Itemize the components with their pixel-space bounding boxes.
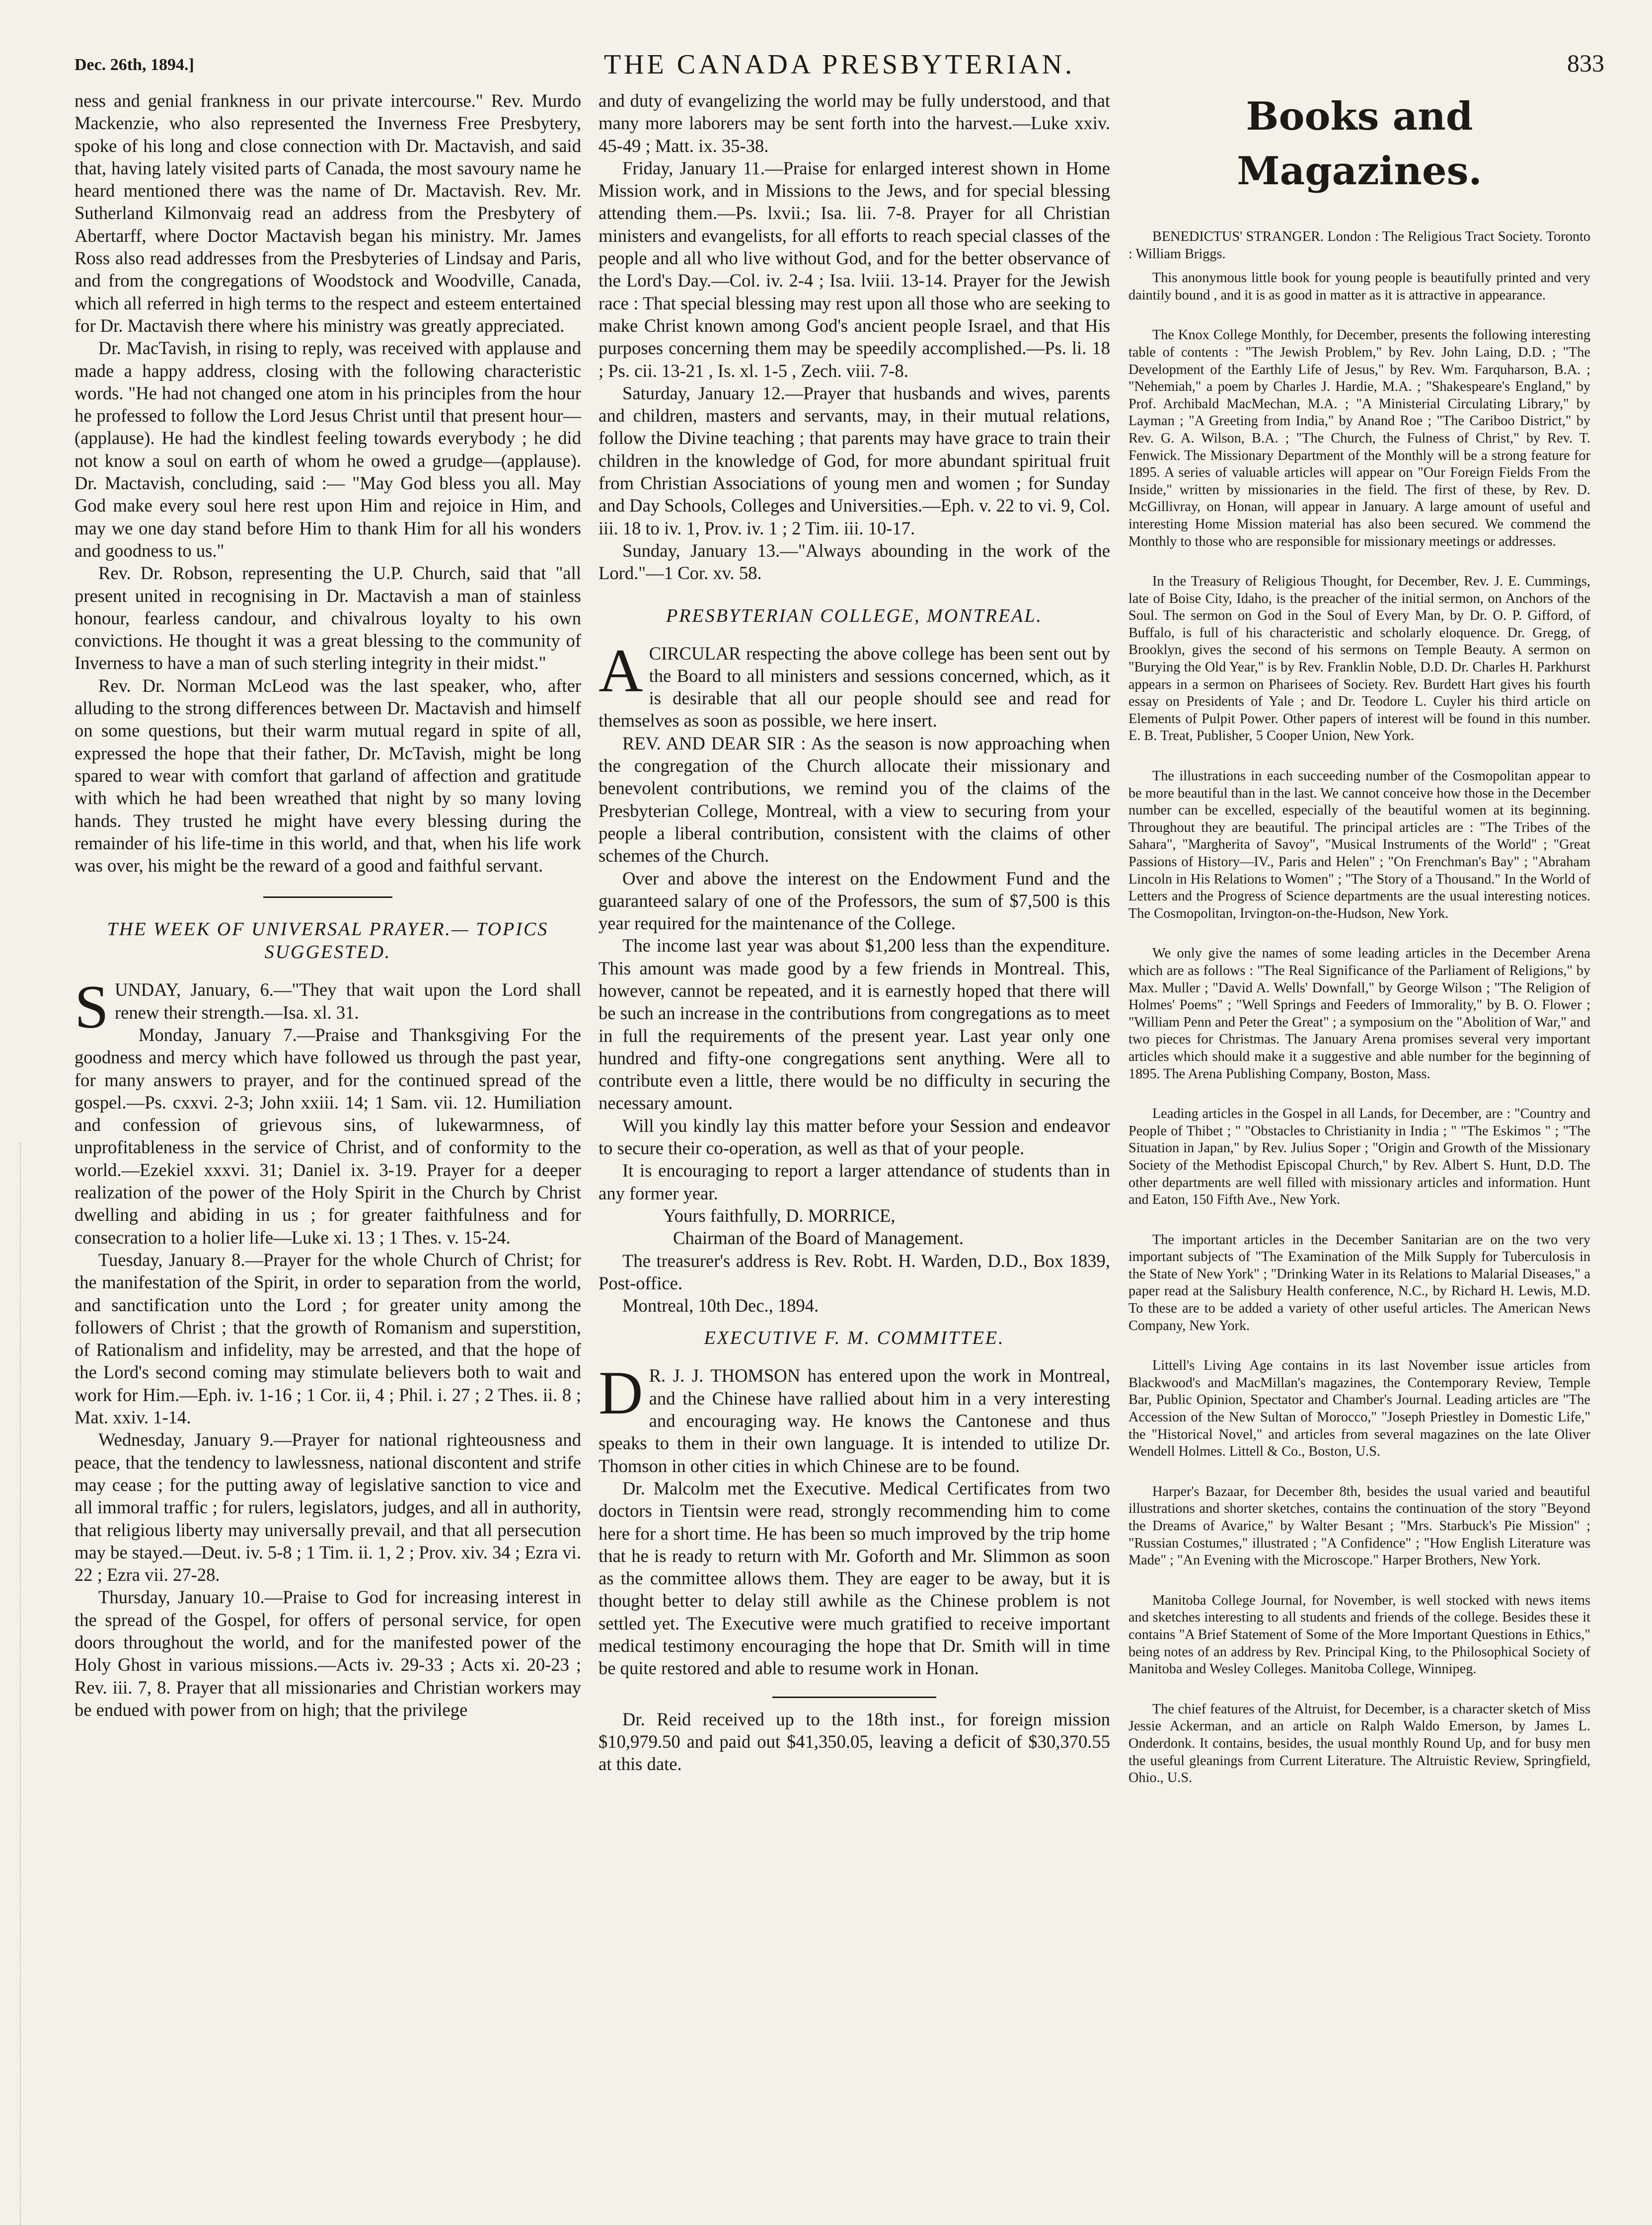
paragraph: ness and genial frankness in our private intercourse." Rev. Murdo Mackenzie, who also represented the Inverness Free Presbytery, spoke of his long and close connection with Dr. Mactavish, and said that, having lately visited parts of Canada, the most savoury name he heard mentioned there was the name of Dr. Mactavish. Rev. Mr. Sutherland Kilmonvaig read an address from the Presbytery of Abertarff, where Doctor Mactavish began his ministry. Mr. James Ross also read addresses from the Presbyteries of Lindsay and Paris, and from the congregations of Woodstock and Woodville, Canada, which all referred in high terms to the respect and esteem entertained for Dr. Mactavish there where his ministry was greatly appreciated.: [75, 90, 581, 336]
paragraph: Rev. Dr. Norman McLeod was the last speaker, who, after alluding to the strong differences between Dr. Mactavish and himself on some questions, but their warm mutual regard in spite of all, expressed the hope that their father, Dr. McTavish, might be long spared to wear with comfort that garland of affection and gratitude with which he had been wreathed that night by so many loving hands. They trusted he might have every blessing during the remainder of his life-time in this world, and that, when his life work was over, his might be the reward of a good and faithful servant.: [75, 675, 581, 876]
paragraph: Tuesday, January 8.—Prayer for the whole Church of Christ; for the manifestation of the Spirit, in order to separation from the world, and sanctification unto the Lord ; for greater unity among the followers of Christ ; that the growth of Romanism and superstition, of Rationalism and infidelity, may be arrested, and that the hope of the Lord's second coming may stimulate believers both to wait and work for Him.—Eph. iv. 1-16 ; 1 Cor. ii, 4 ; Phil. i. 27 ; 2 Thes. ii. 8 ; Mat. xxiv. 1-14.: [75, 1249, 581, 1428]
review-paragraph: We only give the names of some leading articles in the December Arena which are as follows : "The Real Significance of the Parliament of Religions," by Max. Muller ; "David A. Wells' Downfall," by George Wilson ; "The Religion of Holmes' Poems" ; "Well Springs and Feeders of Immorality," by B. O. Flower ; "William Penn and Peter the Great" ; a symposium on the "Abolition of War," and two pieces for Christmas. The January Arena promises several very important articles which should make it a suggestive and able number for the beginning of 1895. The Arena Publishing Company, Boston, Mass.: [1128, 946, 1590, 1082]
books-and-magazines-heading: Books and Magazines.: [1237, 94, 1482, 194]
paragraph: Rev. Dr. Robson, representing the U.P. Church, said that "all present united in recognising in Dr. Mactavish a man of stainless honour, fearless candour, and chivalrous loyalty to his own convictions. He thought it was a great blessing to the community of Inverness to have a man of such sterling integrity in their midst.": [75, 563, 581, 673]
paragraph: REV. AND DEAR SIR : As the season is now approaching when the congregation of the Church allocate their missionary and benevolent contributions, we remind you of the claims of the Presbyterian College, Montreal, with a view to securing from your people a liberal contribution, consistent with the claims of other schemes of the Church.: [599, 733, 1110, 866]
column-2: [599, 89, 1110, 1775]
page-header: [75, 49, 1604, 78]
paragraph: Sunday, January 13.—"Always abounding in the work of the Lord."—1 Cor. xv. 58.: [599, 540, 1110, 584]
paragraph: Dr. Malcolm met the Executive. Medical Certificates from two doctors in Tientsin were read, strongly recommending him to come here for a short time. He has been so much improved by the trip home that he is ready to return with Mr. Goforth and Mr. Slimmon as soon as the committee allows them. They are eager to be away, but it is thought better to delay still awhile as the Chinese problem is not settled yet. The Executive were much gratified to receive important medical testimony encouraging the hope that Dr. Smith will in time be quite restored and able to resume work in Honan.: [599, 1478, 1110, 1679]
signature-title: Chairman of the Board of Management.: [673, 1228, 964, 1249]
paragraph: Dr. MacTavish, in rising to reply, was received with applause and made a happy address, closing with the following characteristic words. "He had not changed one atom in his principles from the hour he professed to follow the Lord Jesus Christ until that present hour—(applause). He had the kindlest feeling towards everybody ; he did not know a soul on earth of whom he owed a grudge—(applause). Dr. Mactavish, concluding, said :— "May God bless you all. May God make every soul here rest upon Him and rejoice in Him, and may we one day stand before Him to thank Him for all his wonders and goodness to us.": [75, 338, 581, 561]
paragraph-sunday: [75, 973, 581, 1041]
paragraph: Wednesday, January 9.—Prayer for national righteousness and peace, that the tendency to lawlessness, national discontent and strife may cease ; for the putting away of legislative sanction to vice and all immoral traffic ; for rulers, legislators, judges, and all in authority, that religious liberty may universally prevail, and that all persecution may be stayed.—Deut. iv. 5-8 ; 1 Tim. ii. 1, 2 ; Prov. xiv. 34 ; Ezra vi. 22 ; Ezra vii. 27-28.: [75, 1429, 581, 1585]
review-paragraph: Littell's Living Age contains in its last November issue articles from Blackwood's and MacMillan's magazines, the Contemporary Review, Temple Bar, Public Opinion, Spectator and Chamber's Journal. Leading articles are "The Accession of the New Sultan of Morocco," "Joseph Priestley in Domestic Life," the "Historical Novel," and articles from several magazines on the late Oliver Wendell Holmes. Littell & Co., Boston, U.S.: [1128, 1358, 1590, 1460]
review-paragraph: The chief features of the Altruist, for December, is a character sketch of Miss Jessie Ackerman, and an article on Ralph Waldo Emerson, by James L. Onderdonk. It contains, besides, the usual monthly Round Up, and for busy men the useful gleanings from Current Literature. The Altruistic Review, Springfield, Ohio., U.S.: [1128, 1701, 1590, 1786]
paragraph: Thursday, January 10.—Praise to God for increasing interest in the spread of the Gospel, for offers of personal service, for open doors throughout the world, and for the manifested power of the Holy Ghost in various missions.—Acts iv. 29-33 ; Acts xi. 20-23 ; Rev. iii. 7, 8. Prayer that all missionaries and Christian workers may be endued with power from on high; that the privilege: [75, 1587, 581, 1720]
section-heading-college: PRESBYTERIAN COLLEGE, MONTREAL.: [666, 605, 1043, 626]
signature: Yours faithfully, D. MORRICE,: [663, 1205, 896, 1226]
review-paragraph: Harper's Bazaar, for December 8th, besides the usual varied and beautiful illustrations and shorter sketches, contains the continuation of the story "Beyond the Dreams of Avarice," by Walter Besant ; "Mrs. Starbuck's Pie Mission" ; "Russian Costumes," illustrated ; "A Confidence" ; "How English Literature was Made" ; "An Evening with the Microscope." Harper Brothers, New York.: [1128, 1483, 1590, 1568]
column-3: [1128, 89, 1590, 1810]
review-paragraph: The illustrations in each succeeding number of the Cosmopolitan appear to be more beautiful than in the last. We cannot conceive how those in the December number can be excelled, especially of the beautiful women at its beginning. Throughout they are beautiful. The principal articles are : "The Tribes of the Sahara", "Margherita of Savoy", "Musical Instruments of the World" ; "Great Passions of History—IV., Paris and Helen" ; "On Frenchman's Bay" ; "Abraham Lincoln in His Relations to Women" ; "The Story of a Thousand." In the World of Letters and the Progress of Science departments are the usual interesting notices. The Cosmopolitan, Irvington-on-the-Hudson, New York.: [1128, 768, 1590, 921]
paragraph-text: R. J. J. THOMSON has entered upon the work in Montreal, and the Chinese have rallied about him in a very interesting and encouraging way. He knows the Cantonese and thus speaks to them in their own language. It is intended to utilize Dr. Thomson in other cities in which Chinese are to be found.: [599, 1365, 1110, 1476]
section-divider: [772, 1697, 936, 1698]
review-paragraph: This anonymous little book for young people is beautifully printed and very daintily bound , and it is as good in matter as it is attractive in appearance.: [1128, 270, 1590, 303]
paper-title: THE CANADA PRESBYTERIAN.: [603, 49, 1075, 80]
paragraph: The income last year was about $1,200 less than the expenditure. This amount was made good by a few friends in Montreal. This, however, cannot be repeated, and it is earnestly hoped that there will be such an increase in the contributions from congregations as to meet in full the requirements of the present year. Last year only one hundred and fifty-one congregations sent anything. Were all to contribute even a little, there would be no difficulty in securing the necessary amount.: [599, 935, 1110, 1113]
review-paragraph: The Knox College Monthly, for December, presents the following interesting table of contents : "The Jewish Problem," by Rev. John Laing, D.D. ; "The Development of the Earthly Life of Jesus," by Rev. Wm. Farquharson, B.A. ; "Nehemiah," a poem by Charles J. Hardie, M.A. ; "Shakespeare's England," by Prof. Archibald MacMechan, M.A. ; "A Ministerial Circulating Library," by Layman ; "A Greeting from India," by Anand Roe ; "The Cariboo District," by Rev. G. A. Wilson, B.A. ; "The Church, the Fulness of Christ," by Rev. T. Fenwick. The Missionary Department of the Monthly will be a strong feature for 1895. A series of valuable articles will appear on "Our Foreign Fields From the Inside," written by missionaries in the field. The first of these, by Rev. D. McGillivray, on Honan, will appear in January. A large amount of useful and interesting Home Mission material has also been secured. We commend the Monthly to those who are responsible for missionary meetings or addresses.: [1128, 327, 1590, 549]
drop-cap: A: [599, 636, 643, 705]
review-paragraph: The important articles in the December Sanitarian are on the two very important subjects of "The Examination of the Milk Supply for Tuberculosis in the State of New York" ; "Drinking Water in its Relations to Malarial Diseases," a paper read at the Salisbury Health conference, N.C., by Richard H. Lewis, M.D. To these are to be added a variety of other useful articles. The American News Company, New York.: [1128, 1232, 1590, 1334]
paragraph: The treasurer's address is Rev. Robt. H. Warden, D.D., Box 1839, Post-office.: [599, 1250, 1110, 1293]
review-paragraph: Leading articles in the Gospel in all Lands, for December, are : "Country and People of Thibet ; " "Obstacles to Christianity in India ; " "The Eskimos " ; "The Situation in Japan," by Rev. Julius Soper ; "Origin and Growth of the Missionary Society of the Methodist Episcopal Church," by Rev. Albert S. Hunt, D.D. The other departments are well filled with missionary articles and information. Hunt and Eaton, 150 Fifth Ave., New York.: [1128, 1106, 1590, 1208]
paragraph-thomson: [599, 1359, 1110, 1477]
section-divider: [263, 896, 392, 898]
dateline: Montreal, 10th Dec., 1894.: [622, 1295, 819, 1316]
section-heading-week-of-prayer: THE WEEK OF UNIVERSAL PRAYER.— TOPICS SUGGESTED.: [107, 919, 549, 963]
drop-cap: D: [599, 1359, 643, 1427]
review-paragraph: In the Treasury of Religious Thought, for December, Rev. J. E. Cummings, late of Boise City, Idaho, is the preacher of the initial sermon, on Anchors of the Soul. The sermon on God in the Soul of Every Man, by Dr. O. P. Gifford, of Buffalo, is full of his characteristic and scholarly eloquence. Dr. Gregg, of Brooklyn, gives the second of his sermons on Temple Beauty. A sermon on "Burying the Old Year," is by Rev. Franklin Noble, D.D. Dr. Charles H. Parkhurst appears in a sermon on Pharisees of Society. Rev. Burdett Hart gives his fourth essay on Presidents of Yale ; and Dr. Teodore L. Cuyler his third article on Elements of Pulpit Power. Other papers of interest will be found in this number. E. B. Treat, Publisher, 5 Cooper Union, New York.: [1128, 574, 1590, 744]
paragraph: Saturday, January 12.—Prayer that husbands and wives, parents and children, masters and servants, may, in their mutual relations, follow the Divine teaching ; that parents may have grace to train their children in the knowledge of God, for more abundant spiritual fruit from Christian Associations of young men and women ; for Sunday and Day Schools, Colleges and Universities.—Eph. v. 22 to vi. 9, Col. iii. 18 to iv. 1, Prov. iv. 1 ; 2 Tim. iii. 10-17.: [599, 382, 1110, 538]
paragraph-text: UNDAY, January, 6.—"They that wait upon the Lord shall renew their strength.—Isa. xl. 31.: [114, 979, 581, 1023]
paragraph: Over and above the interest on the Endowment Fund and the guaranteed salary of one of the Professors, the sum of $7,500 is this year required for the maintenance of the College.: [599, 868, 1110, 934]
paragraph: Friday, January 11.—Praise for enlarged interest shown in Home Mission work, and in Missions to the Jews, and for special blessing attending them.—Ps. lxvii.; Isa. lii. 7-8. Prayer for all Christian ministers and evangelists, for all efforts to reach special classes of the people and all who live without God, and for the better observance of the Lord's Day.—Col. iv. 2-4 ; Isa. lviii. 13-14. Prayer for the Jewish race : That special blessing may rest upon all those who are seeking to make Christ known among God's ancient people Israel, and that His purposes concerning them may be speedily accomplished.—Ps. li. 18 ; Ps. cii. 13-21 , Is. xl. 1-5 , Zech. viii. 7-8.: [599, 157, 1110, 381]
paragraph: Will you kindly lay this matter before your Session and endeavor to secure their co-operation, as well as that of your people.: [599, 1115, 1110, 1159]
issue-date: Dec. 26th, 1894.]: [75, 56, 194, 74]
paragraph: It is encouraging to report a larger attendance of students than in any former year.: [599, 1160, 1110, 1203]
review-paragraph: Manitoba College Journal, for November, is well stocked with news items and sketches interesting to all students and friends of the college. Besides these it contains "A Brief Statement of Some of the More Important Questions in Ethics," being notes of an address by Rev. Principal King, to the Philosophical Society of Manitoba and Wesley Colleges. Manitoba College, Winnipeg.: [1128, 1592, 1590, 1677]
paragraph: and duty of evangelizing the world may be fully understood, and that many more laborers may be sent forth into the harvest.—Luke xxiv. 45-49 ; Matt. ix. 35-38.: [599, 90, 1110, 156]
paragraph: Dr. Reid received up to the 18th inst., for foreign mission $10,979.50 and paid out $41,350.05, leaving a deficit of $30,370.55 at this date.: [599, 1708, 1110, 1775]
paragraph-circular: [599, 636, 1110, 732]
section-heading-executive: EXECUTIVE F. M. COMMITTEE.: [704, 1328, 1005, 1349]
column-1: [75, 89, 581, 1721]
drop-cap: S: [75, 973, 109, 1041]
page-number: 833: [1567, 49, 1604, 77]
paragraph-text: CIRCULAR respecting the above college has been sent out by the Board to all ministers and sessions concerned, which, as it is desirable that all our people should see and read for themselves as soon as possible, we here insert.: [599, 643, 1110, 731]
binding-edge: [20, 1142, 36, 2225]
paragraph: Monday, January 7.—Praise and Thanksgiving For the goodness and mercy which have followed us through the past year, for many answers to prayer, and for the continued spread of the gospel.—Ps. cxxvi. 2-3; John xxiii. 14; 1 Sam. vii. 12. Humiliation and confession of grievous sins, of lukewarmness, of unprofitableness in the service of Christ, and of conformity to the world.—Ezekiel xxxvi. 31; Daniel ix. 3-19. Prayer for a deeper realization of the power of the Holy Spirit in the Church by Christ dwelling and abiding in us ; for greater faithfulness and for consecration to a holier life—Luke xi. 13 ; 1 Thes. v. 15-24.: [75, 1024, 581, 1248]
book-listing: BENEDICTUS' STRANGER. London : The Religious Tract Society. Toronto : William Briggs.: [1128, 229, 1590, 262]
